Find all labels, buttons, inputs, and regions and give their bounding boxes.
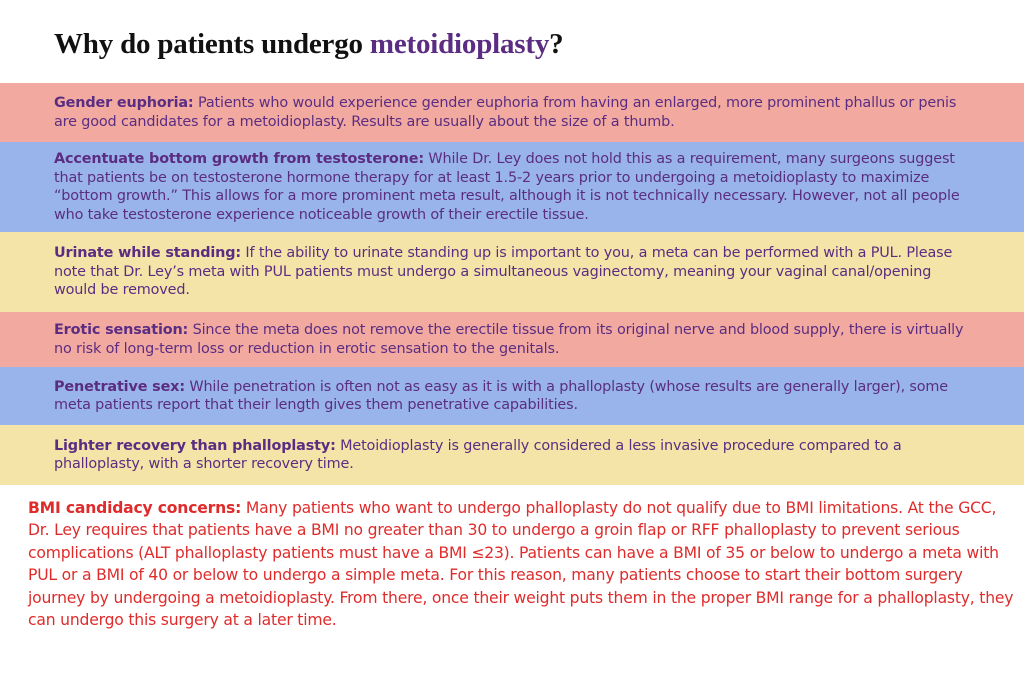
title-suffix: ?: [549, 28, 564, 60]
reason-text: [54, 150, 974, 224]
reason-text: [54, 378, 974, 415]
reason-bottom-growth: [0, 142, 1024, 232]
reason-erotic-sensation: [0, 312, 1024, 367]
reason-penetrative-sex: [0, 367, 1024, 425]
reason-heading: Penetrative sex:: [54, 378, 185, 395]
reason-heading: Urinate while standing:: [54, 245, 241, 262]
reason-body: While Dr. Ley does not hold this as a requirement, many surgeons suggest that patients be on testosterone hormone therapy for at least 1.5-2 years prior to undergoing a metoidioplasty to maximize “bottom growth.” This allows for a more prominent meta result, although it is not technically necessary. However, not all people who take testosterone experience noticeable growth of their erectile tissue.: [54, 151, 960, 223]
title-prefix: Why do patients undergo: [54, 28, 370, 60]
reason-text: [54, 437, 974, 474]
reason-body: Patients who would experience gender euphoria from having an enlarged, more prominent phallus or penis are good candidates for a metoidioplasty. Results are usually about the size of a thumb.: [54, 95, 957, 130]
reason-heading: Erotic sensation:: [54, 322, 189, 338]
reason-urinate-standing: [0, 232, 1024, 312]
reason-text: [54, 321, 974, 358]
page-title: [54, 28, 563, 61]
reason-body: While penetration is often not as easy as it is with a phalloplasty (whose results are generally larger), some meta patients report that their length gives them penetrative capabilities.: [54, 378, 948, 413]
reason-gender-euphoria: [0, 83, 1024, 142]
reason-heading: Lighter recovery than phalloplasty:: [54, 437, 336, 454]
bmi-body: Many patients who want to undergo phalloplasty do not qualify due to BMI limitations. At the GCC, Dr. Ley requires that patients have a BMI no greater than 30 to undergo a groin flap or RFF phalloplasty to prevent serious complications (ALT phalloplasty patients must have a BMI ≤23). Patients can have a BMI of 35 or below to undergo a meta with PUL or a BMI of 40 or below to undergo a simple meta. For this reason, many patients choose to start their bottom surgery journey by undergoing a metoidioplasty. From there, once their weight puts them in the proper BMI range for a phalloplasty, they can undergo this surgery at a later time.: [28, 499, 1014, 630]
reason-body: Metoidioplasty is generally considered a less invasive procedure compared to a phalloplasty, with a shorter recovery time.: [54, 437, 902, 472]
title-accent: metoidioplasty: [369, 28, 550, 60]
reason-text: [54, 94, 974, 131]
bmi-heading: BMI candidacy concerns:: [28, 499, 242, 517]
reason-lighter-recovery: [0, 425, 1024, 485]
reason-body: Since the meta does not remove the erectile tissue from its original nerve and blood supply, there is virtually no risk of long-term loss or reduction in erotic sensation to the genitals.: [54, 322, 964, 357]
reason-heading: Gender euphoria:: [54, 95, 194, 111]
reason-heading: Accentuate bottom growth from testosterone:: [54, 151, 424, 167]
reason-body: If the ability to urinate standing up is important to you, a meta can be performed with a PUL. Please note that Dr. Ley’s meta with PUL patients must undergo a simultaneous vaginectomy, meaning your vaginal canal/opening would be removed.: [54, 245, 953, 299]
reason-text: [54, 244, 974, 300]
bmi-candidacy-note: [28, 497, 1018, 631]
